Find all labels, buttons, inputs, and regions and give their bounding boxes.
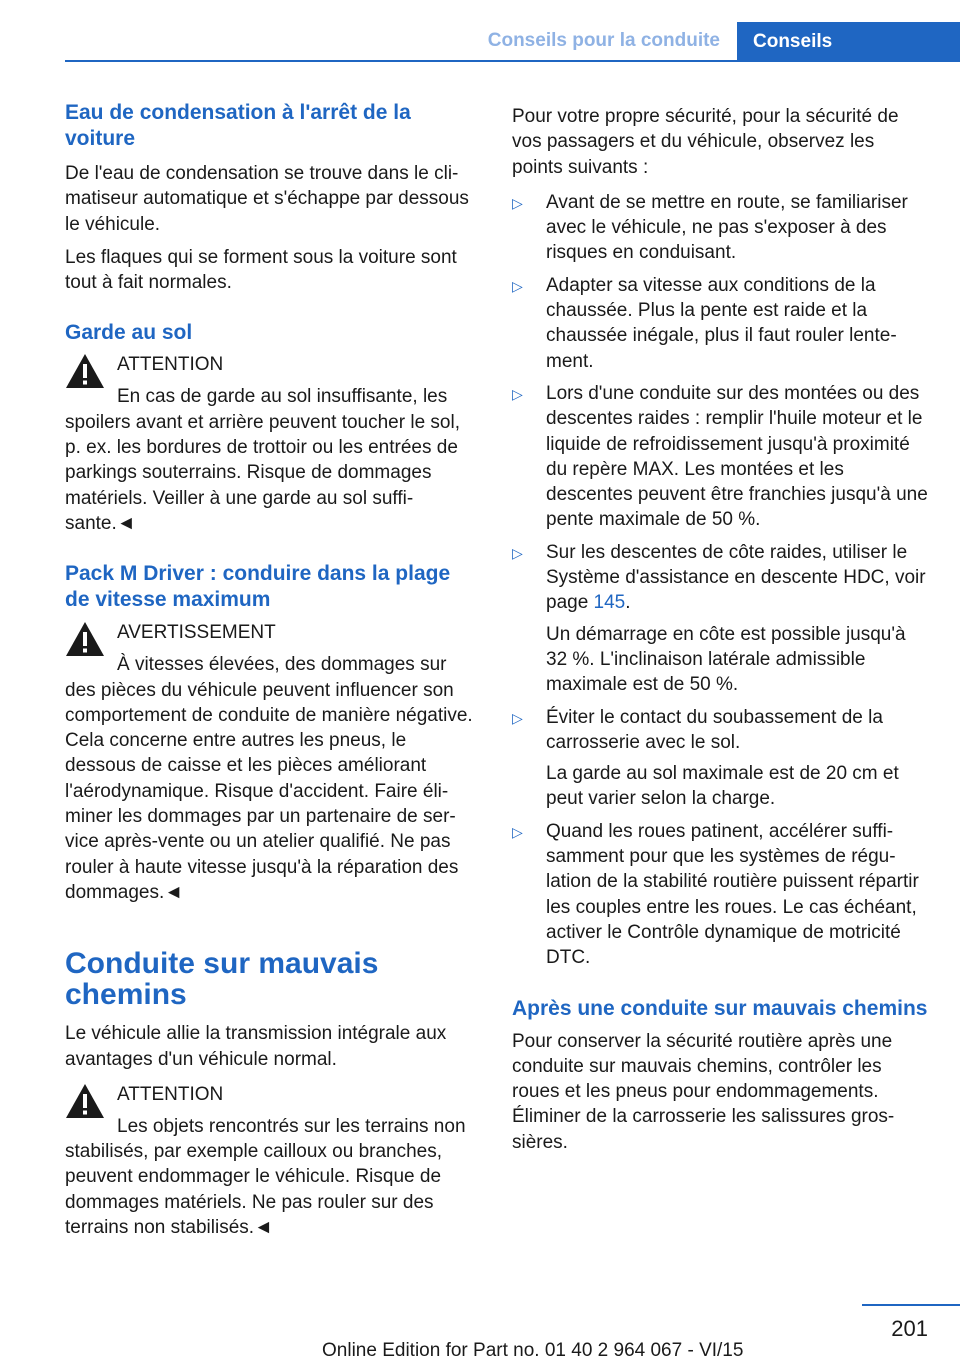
list-item [512,540,928,698]
triangle-right-icon: ▷ [512,544,523,561]
safety-intro: Pour votre propre sécurité, pour la sécurité de vos passagers et du véhicule, observez les points suivants : [512,106,899,178]
warning-triangle-icon [65,353,105,389]
warning-triangle-icon [65,621,105,657]
triangle-right-icon: ▷ [512,823,523,840]
triangle-right-icon: ▷ [512,194,523,211]
triangle-right-icon: ▷ [512,385,523,402]
page-link[interactable]: 145 [593,592,626,614]
list-item [512,819,928,971]
warning-label: AVERTISSEMENT [117,622,276,644]
triangle-right-icon: ▷ [512,277,523,294]
list-item [512,190,928,266]
list-item-text-before: Sur les descentes de côte raides, utiliser le Système d'assistance en descente HDC, voir page [546,541,926,614]
condensation-heading: Eau de condensation à l'arrêt de la voiture [65,101,411,150]
footer-rule [862,1304,960,1306]
list-item [512,381,928,533]
header-section-title: Conseils pour la conduite [487,30,720,51]
list-item-text [546,540,928,616]
list-item-text: Avant de se mettre en route, se familiariser avec le véhicule, ne pas s'exposer à des risques en conduisant. [546,191,908,264]
footer-edition: Online Edition for Part no. 01 40 2 964 067 - VI/15 [322,1340,744,1361]
warning-text: À vitesses élevées, des dommages sur des pièces du véhicule peuvent influencer son comportement de conduite de manière négative. Cela concerne entre autres les pneus, le dessous de caisse et les pièces améliorant l'aérodynamique. Risque d'accident. Faire éliminer les dommages par un partenaire de service après-vente ou un atelier qualifié. Ne pas rouler à haute vitesse jusqu'à la réparation des dommages.◄ [65,654,473,903]
list-item-extra: La garde au sol maximale est de 20 cm et peut varier selon la charge. [546,763,899,810]
rough-roads-paragraph: Le véhicule allie la transmission intégrale aux avantages d'un véhicule normal. [65,1023,447,1070]
rough-roads-heading: Conduite sur mauvais chemins [65,947,379,1012]
left-column [65,100,477,1240]
list-item [512,705,928,812]
rough-roads-warning [65,1082,477,1240]
list-item-text: Adapter sa vitesse aux conditions de la chaussée. Plus la pente est raide et la chaussée inégale, plus il faut rouler lentement. [546,274,897,372]
header-rule [65,60,960,62]
ground-clearance-warning [65,352,477,536]
list-item-extra: Un démarrage en côte est possible jusqu'à 32 %. L'inclinaison latérale admissible maximale est de 50 %. [546,623,906,696]
right-column [512,104,928,1155]
warning-label: ATTENTION [117,354,224,376]
warning-text: En cas de garde au sol insuffisante, les spoilers avant et arrière peuvent toucher le sol, p. ex. les bordures de trottoir ou les entrées de parkings souterrains. Risque de dommages matériels. Veiller à une garde au sol suffisante.◄ [65,386,460,534]
list-item [512,273,928,374]
safety-list [512,190,928,971]
list-item-text: Lors d'une conduite sur des montées ou des descentes raides : remplir l'huile moteur et le liquide de refroidissement jusqu'à proximité du repère MAX. Les montées et les descentes peuvent être franchies jusqu'à une pente maximale de 50 %. [546,382,928,531]
warning-label: ATTENTION [117,1083,224,1105]
page-number: 201 [891,1316,928,1341]
m-driver-heading: Pack M Driver : conduire dans la plage de vitesse maximum [65,562,451,612]
warning-triangle-icon [65,1083,105,1119]
condensation-paragraph-1: De l'eau de condensation se trouve dans le climatiseur automatique et s'échappe par dessous le véhicule. [65,163,469,235]
after-rough-roads-heading: Après une conduite sur mauvais chemins [512,996,928,1020]
after-rough-roads-text: Pour conserver la sécurité routière après une conduite sur mauvais chemins, contrôler les roues et les pneus pour endommagements. Éliminer de la carrosserie les salissures grossières. [512,1030,895,1153]
list-item-text-after: . [625,592,631,614]
m-driver-warning [65,620,477,905]
header-tab[interactable]: Conseils [737,22,960,62]
triangle-right-icon: ▷ [512,709,523,726]
list-item-text: Éviter le contact du soubassement de la carrosserie avec le sol. [546,706,883,753]
warning-text: Les objets rencontrés sur les terrains non stabilisés, par exemple cailloux ou branches, peuvent endommager le véhicule. Risque de dommages matériels. Ne pas rouler sur des terrains non stabilisés.◄ [65,1115,466,1239]
list-item-text: Quand les roues patinent, accélérer suffisamment pour que les systèmes de régulation de la stabilité routière puissent répartir les couples entre les roues. Le cas échéant, activer le Contrôle dynamique de motricité DTC. [546,820,919,969]
condensation-paragraph-2: Les flaques qui se forment sous la voiture sont tout à fait normales. [65,246,457,294]
ground-clearance-heading: Garde au sol [65,321,193,345]
